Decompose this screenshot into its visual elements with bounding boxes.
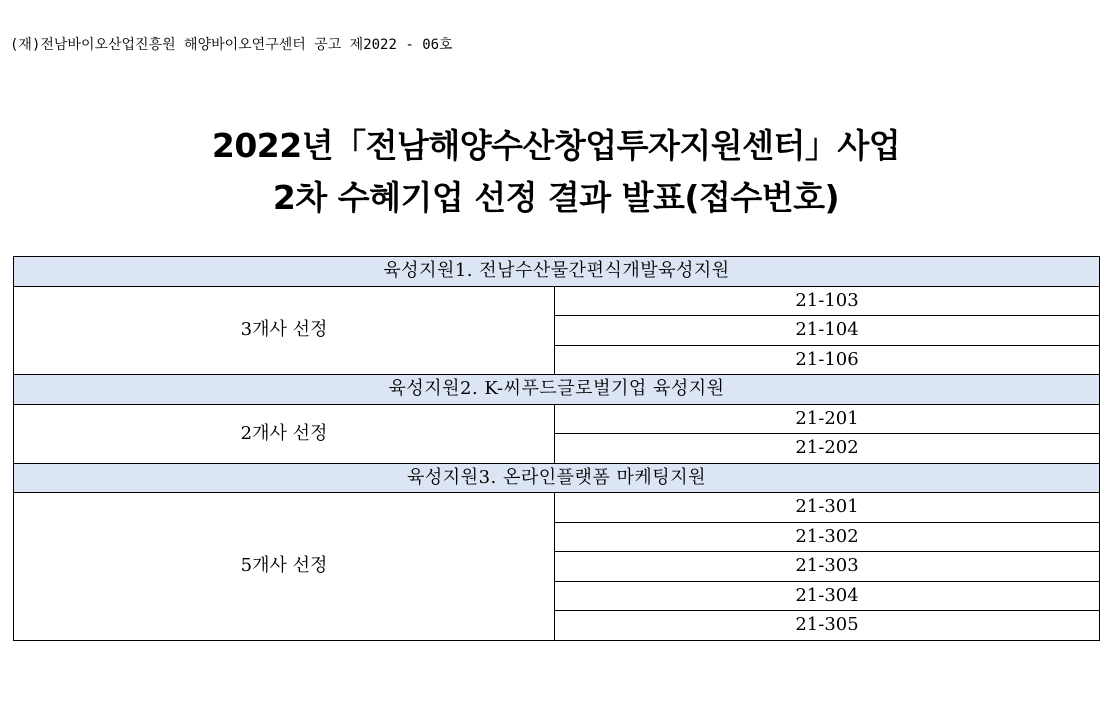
receipt-number: 21-305 [555, 611, 1100, 641]
table-row [14, 493, 1100, 523]
receipt-number: 21-302 [555, 522, 1100, 552]
receipt-number: 21-301 [555, 493, 1100, 523]
receipt-number: 21-104 [555, 316, 1100, 346]
table-row [14, 404, 1100, 434]
section-heading: 육성지원3. 온라인플랫폼 마케팅지원 [14, 463, 1100, 493]
selected-count: 3개사 선정 [14, 286, 555, 375]
receipt-number: 21-201 [555, 404, 1100, 434]
page-title-line-2: 2차 수혜기업 선정 결과 발표(접수번호) [272, 178, 840, 217]
section-header-row [14, 375, 1100, 405]
page-title-line-1: 2022년「전남해양수산창업투자지원센터」사업 [211, 126, 901, 165]
section-header-row [14, 463, 1100, 493]
announcement-number: (재)전남바이오산업진흥원 해양바이오연구센터 공고 제2022 - 06호 [10, 37, 453, 53]
section-header-row [14, 257, 1100, 287]
receipt-number: 21-303 [555, 552, 1100, 582]
table-row [14, 286, 1100, 316]
receipt-number: 21-202 [555, 434, 1100, 464]
receipt-number: 21-304 [555, 581, 1100, 611]
selected-count: 5개사 선정 [14, 493, 555, 641]
section-heading: 육성지원1. 전남수산물간편식개발육성지원 [14, 257, 1100, 287]
selected-count: 2개사 선정 [14, 404, 555, 463]
receipt-number: 21-106 [555, 345, 1100, 375]
section-heading: 육성지원2. K-씨푸드글로벌기업 육성지원 [14, 375, 1100, 405]
results-table [13, 256, 1100, 641]
receipt-number: 21-103 [555, 286, 1100, 316]
